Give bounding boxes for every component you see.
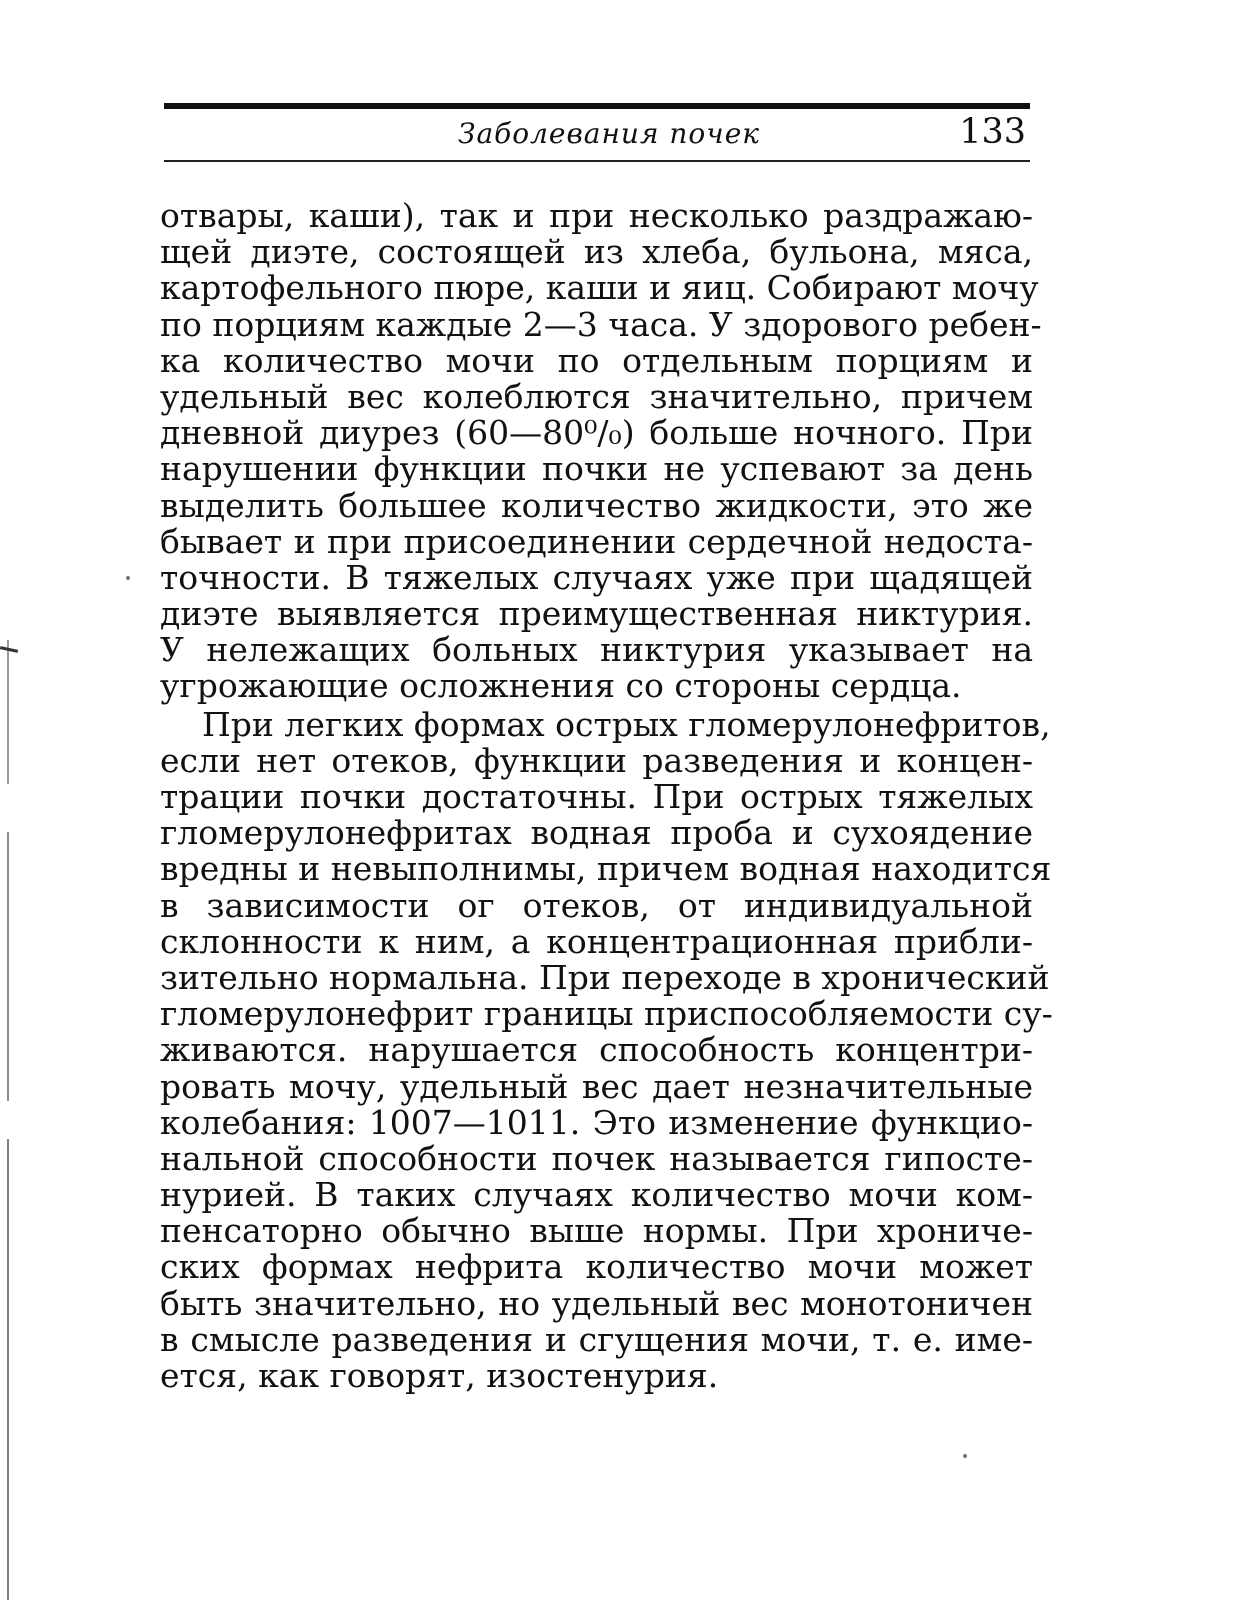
text-line: живаются. нарушается способность концентри- — [160, 1030, 1033, 1070]
page-number: 133 — [959, 112, 1026, 152]
text-line: в зависимости ог отеков, от индивидуальной — [160, 885, 1033, 925]
text-line: по порциям каждые 2—3 часа. У здорового ребен- — [160, 304, 1042, 344]
margin-tick-mark — [0, 646, 18, 653]
header-top-rule — [164, 103, 1030, 109]
running-title: Заболевания почек — [458, 117, 760, 150]
text-line: вредны и невыполнимы, причем водная находится — [160, 849, 1052, 889]
text-line: нурией. В таких случаях количество мочи ком- — [160, 1175, 1033, 1215]
page-edge-margin-marks — [0, 610, 22, 1600]
binding-edge-line — [7, 640, 9, 1600]
text-line: точности. В тяжелых случаях уже при щадящей — [160, 557, 1033, 597]
text-line: угрожающие осложнения со стороны сердца. — [160, 666, 962, 706]
text-line: нальной способности почек называется гипосте- — [160, 1138, 1033, 1178]
text-line: отвары, каши), так и при несколько раздражаю- — [160, 196, 1033, 235]
text-line: гломерулонефрит границы приспособляемости су- — [160, 994, 1053, 1034]
text-line: в смысле разведения и сгущения мочи, т. е. име- — [160, 1319, 1033, 1359]
paragraph — [160, 196, 1042, 706]
text-line: ских формах нефрита количество мочи может — [160, 1247, 1033, 1287]
text-line: быть значительно, но удельный вес монотоничен — [160, 1283, 1033, 1323]
paragraph — [160, 704, 1053, 1395]
header-bottom-rule — [164, 160, 1030, 162]
text-line: если нет отеков, функции разведения и концен- — [160, 740, 1033, 780]
text-line: щей диэте, состоящей из хлеба, бульона, мяса, — [160, 232, 1033, 272]
text-line: гломерулонефритах водная проба и сухоядение — [160, 813, 1033, 853]
text-line: пенсаторно обычно выше нормы. При хрониче- — [160, 1211, 1033, 1251]
text-line: диэте выявляется преимущественная никтурия. — [160, 594, 1033, 634]
text-line: ка количество мочи по отдельным порциям и — [160, 340, 1033, 380]
text-line: трации почки достаточны. При острых тяжелых — [160, 777, 1033, 816]
text-line: выделить большее количество жидкости, это же — [160, 485, 1033, 525]
text-line: ется, как говорят, изостенурия. — [160, 1356, 719, 1395]
text-line: нарушении функции почки не успевают за день — [160, 449, 1033, 489]
text-line: ровать мочу, удельный вес дает незначительные — [160, 1066, 1033, 1106]
text-line: бывает и при присоединении сердечной недоста- — [160, 521, 1033, 561]
text-line: удельный вес колеблются значительно, причем — [160, 376, 1033, 416]
scan-speck — [963, 1454, 967, 1458]
running-header — [164, 103, 1030, 165]
text-line: При легких формах острых гломерулонефритов, — [202, 704, 1051, 744]
text-line: колебания: 1007—1011. Это изменение функцио- — [160, 1102, 1033, 1142]
text-line: У нележащих больных никтурия указывает на — [160, 630, 1033, 670]
scan-speck — [126, 576, 130, 580]
text-line: дневной диурез (60—80⁰/₀) больше ночного. При — [160, 413, 1033, 453]
text-line: зительно нормальна. При переходе в хронический — [160, 957, 1050, 997]
body-text — [160, 196, 1053, 1395]
text-line: склонности к ним, а концентрационная прибли- — [160, 921, 1033, 961]
text-line: картофельного пюре, каши и яиц. Собирают мочу — [160, 268, 1039, 308]
